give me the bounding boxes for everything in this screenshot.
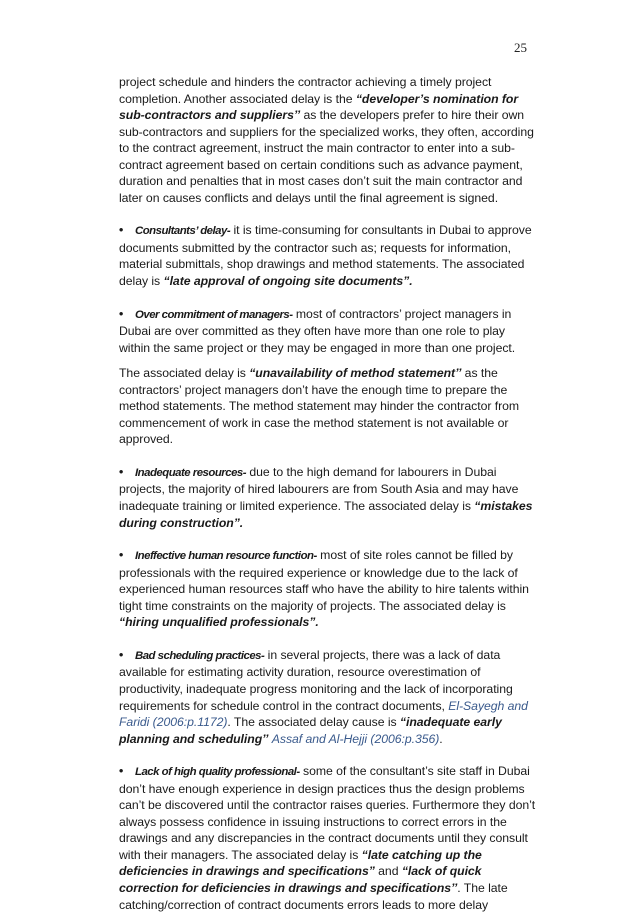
delay-cause: “hiring unqualified professionals”. [119, 615, 319, 630]
delay-cause: “lack of quick correction for deficiencies in drawings and specifications’’ [119, 864, 482, 895]
paragraph-bad-scheduling: • Bad scheduling practices- in several projects, there was a lack of data available for estimating activity duration, resource overestimation of productivity, inadequate progress monitoring and the lack of incorporating requirements for schedule control in the contract documents, El-Sayegh and Faridi (2006:p.1172). The associated delay cause is “inadequate early planning and scheduling’’ Assaf and Al-Hejji (2006:p.356). [119, 647, 528, 746]
paragraph-inadequate-resources: • Inadequate resources- due to the high demand for labourers in Dubai projects, the majority of hired labourers are from South Asia and may have inadequate training or limited experience. The associated delay is “mistakes during construction”. [119, 464, 533, 530]
bullet: • [119, 464, 124, 479]
page-number: 25 [514, 40, 527, 55]
paragraph-over-commitment: • Over commitment of managers- most of contractors’ project managers in Dubai are over committed as they often have more than one role to play within the same project or they may be engaged in more than one project. [119, 306, 516, 355]
delay-cause: “mistakes during construction”. [119, 499, 533, 530]
delay-cause: “unavailability of method statement’’ [249, 366, 462, 381]
bullet: • [119, 764, 124, 779]
bullet: • [119, 306, 124, 321]
delay-cause: “developer’s nomination for sub-contractors and suppliers’’ [119, 91, 519, 123]
delay-cause: “inadequate early planning and scheduling’’ [119, 715, 502, 746]
bullet-term: Bad scheduling practices- [135, 649, 265, 662]
paragraph-consultants-delay: • Consultants’ delay- it is time-consuming for consultants in Dubai to approve documents submitted by the contractor such as; requests for information, material submittals, shop drawings and method statements. The associated delay is “late approval of ongoing site documents”. [119, 223, 532, 289]
citation: El-Sayegh and Faridi (2006:p.1172) [119, 698, 528, 730]
paragraph-hr-function: • Ineffective human resource function- most of site roles cannot be filled by professionals with the required experience or knowledge due to the lack of experienced human resources staff who have the ability to hire talents within tight time constraints on the majority of projects. The associated delay is “hiring unqualified professionals”. [119, 548, 529, 630]
document-body [119, 74, 539, 913]
delay-cause: “late catching up the deficiencies in drawings and specifications” [119, 847, 482, 879]
paragraph-lack-of-professionals: • Lack of high quality professional- some of the consultant’s site staff in Dubai don’t have enough experience in design practices thus the design problems can’t be discovered until the contractor raises queries. Furthermore they don’t always possess confidence in issuing instructions to correct errors in the drawings and any discrepancies in the contract documents until they consult with their managers. The associated delay is “late catching up the deficiencies in drawings and specifications” and “lack of quick correction for deficiencies in drawings and specifications’’. The late catching/correction of contract documents errors leads to more delay [119, 764, 536, 912]
bullet: • [119, 647, 124, 662]
paragraph-developer-nomination: project schedule and hinders the contractor achieving a timely project completion. Another associated delay is the “developer’s nomination for sub-contractors and suppliers’’ as the developers prefer to hire their own sub-contractors and suppliers for the specialized works, they often, according to the contract agreement, instruct the main contractor to enter into a sub-contract agreement based on certain conditions such as advance payment, duration and penalties that in most cases don’t suit the main contractor and later on causes conflicts and delays until the final agreement is signed. [119, 75, 534, 205]
bullet: • [119, 223, 124, 238]
bullet-term: Inadequate resources- [135, 466, 247, 479]
bullet: • [119, 548, 124, 563]
bullet-term: Lack of high quality professional- [135, 766, 300, 779]
delay-cause: “late approval of ongoing site documents”. [163, 274, 413, 289]
citation: Assaf and Al-Hejji (2006:p.356) [271, 731, 440, 746]
bullet-term: Ineffective human resource function- [135, 550, 317, 563]
paragraph-method-statement: The associated delay is “unavailability of method statement’’ as the contractors’ project managers don’t have the enough time to prepare the method statements. The method statement may hinder the contractor from commencement of work in case the method statement is not available or approved. [119, 366, 520, 447]
bullet-term: Consultants’ delay- [135, 225, 231, 238]
bullet-term: Over commitment of managers- [135, 308, 293, 321]
